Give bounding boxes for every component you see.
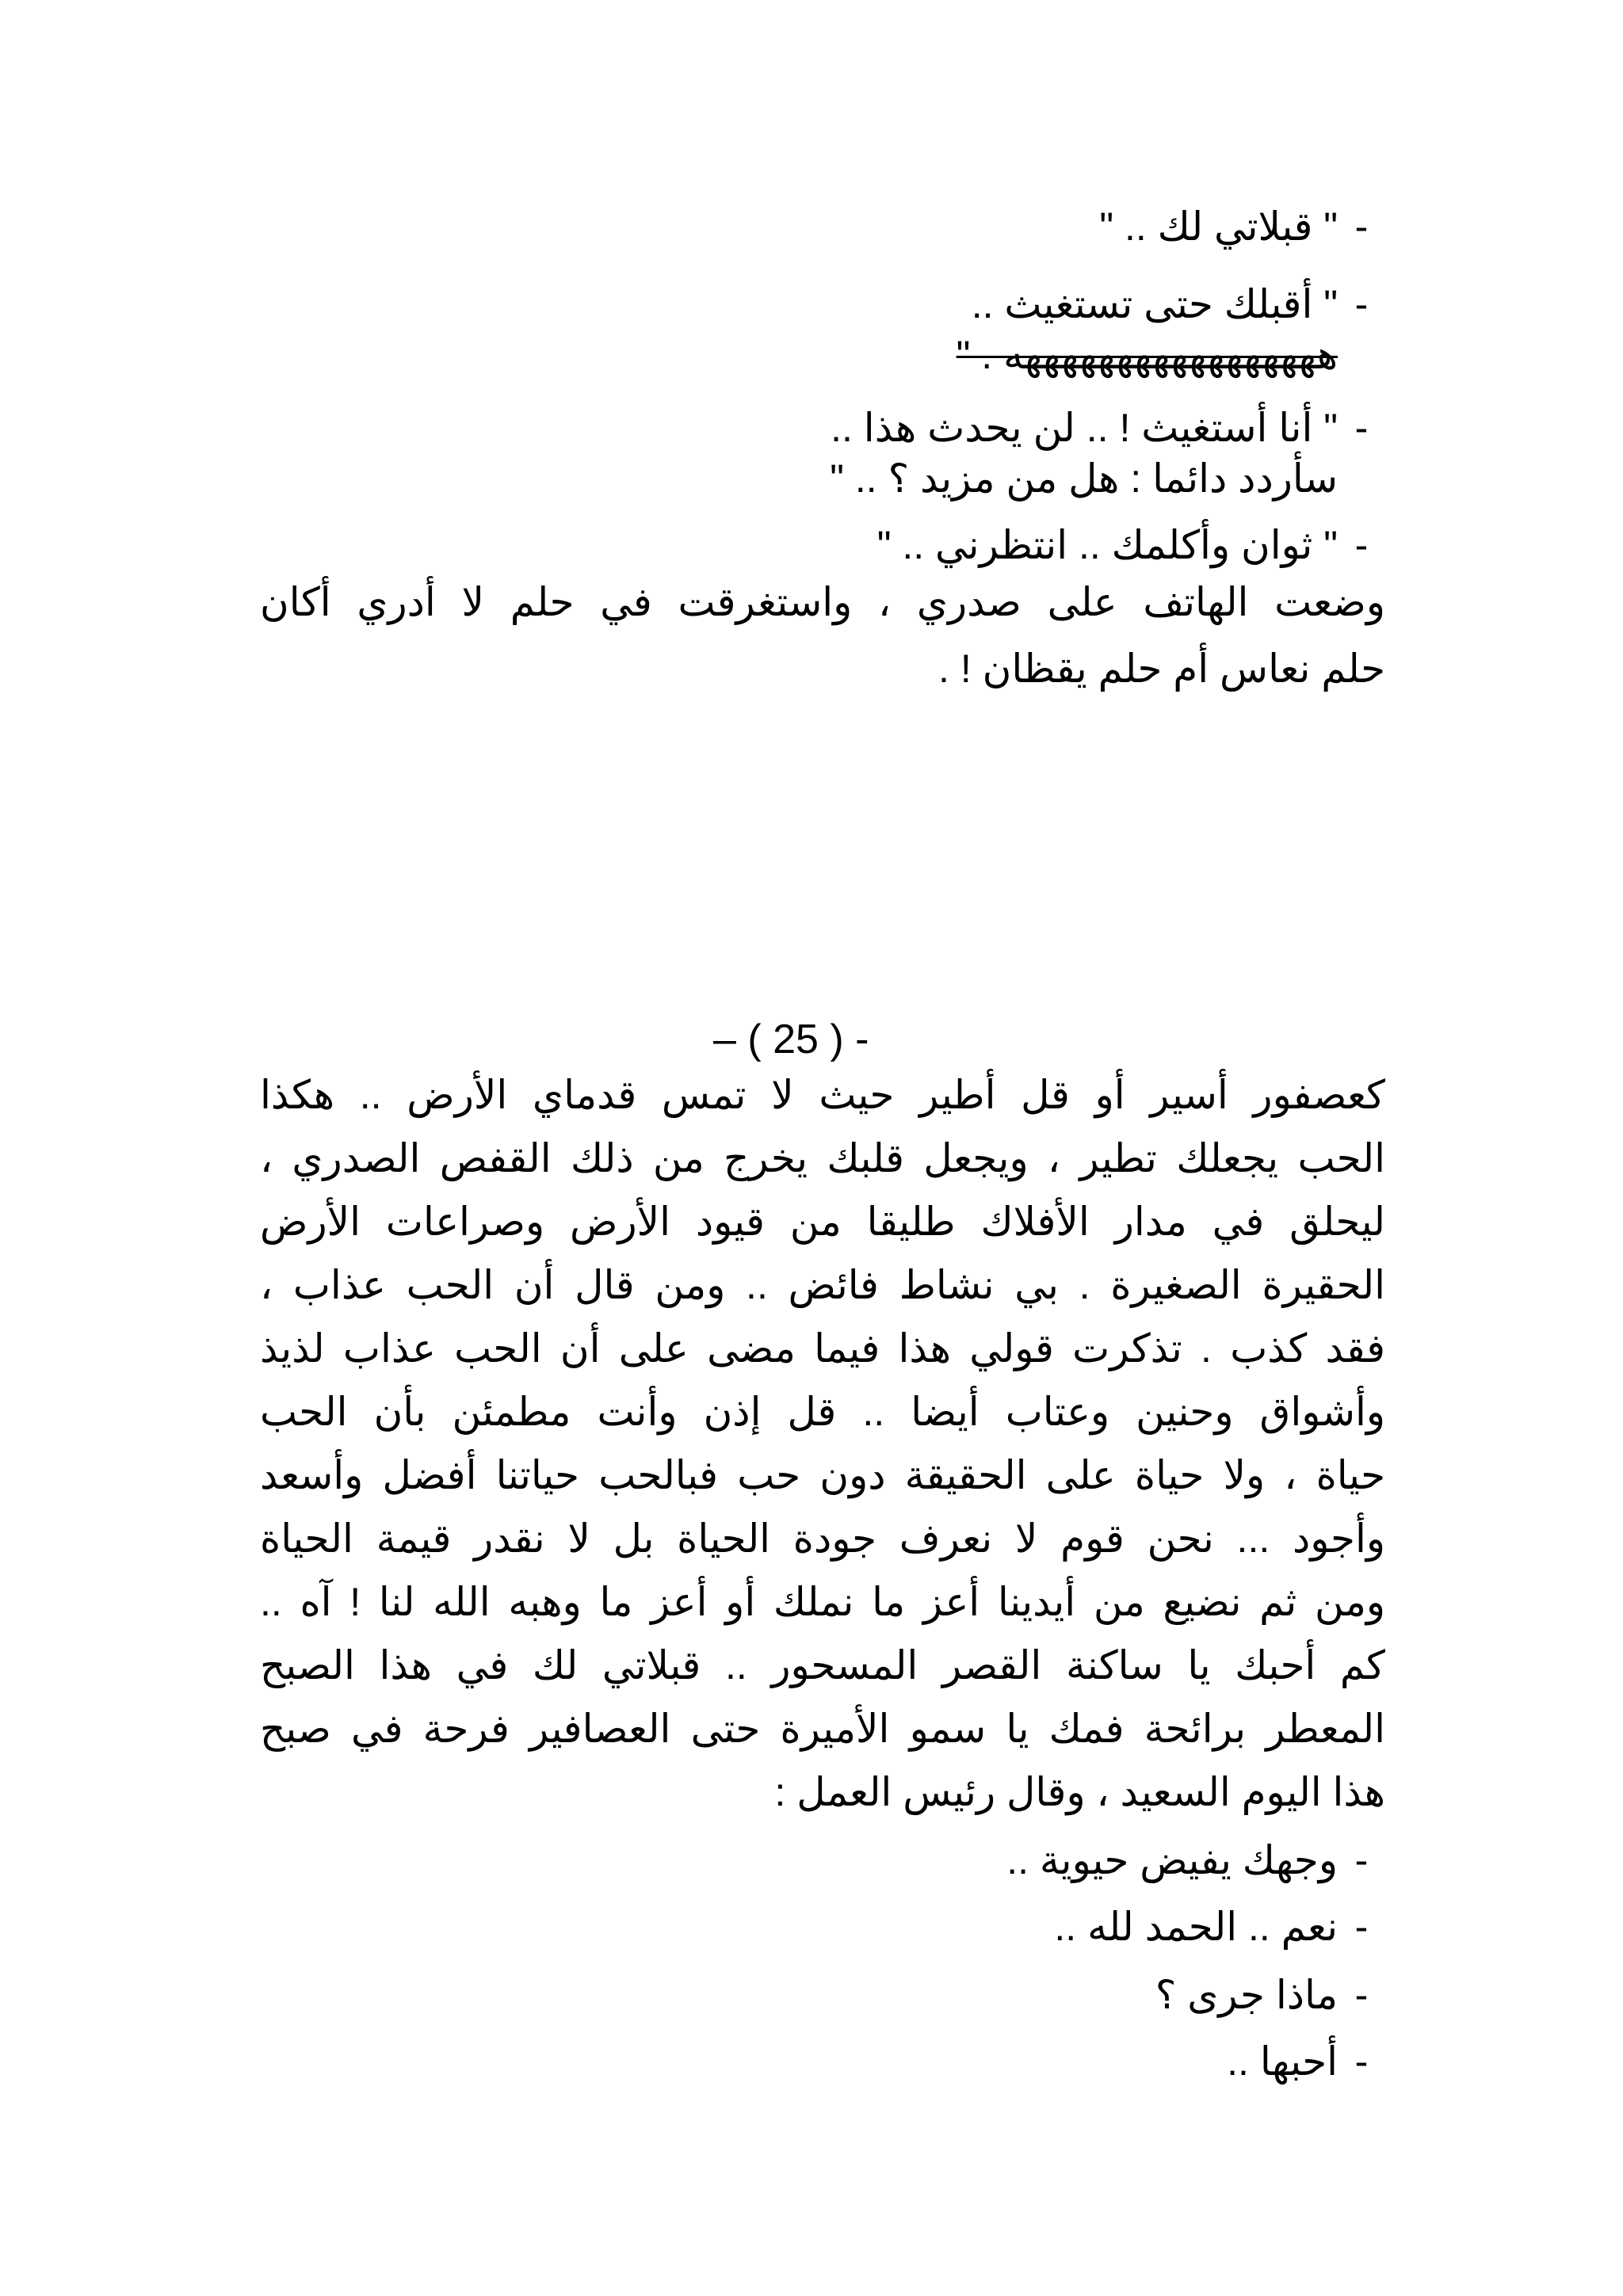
dialogue-text: " أقبلك حتى تستغيث .. [971,282,1338,326]
dialogue-dash: - [1354,523,1369,567]
paragraph-line: كعصفور أسير أو قل أطير حيث لا تمس قدماي الأرض .. هكذا [260,1073,1385,1117]
dialogue-text: وجهك يفيض حيوية .. [1006,1838,1338,1882]
dialogue-continuation [957,330,1338,380]
paragraph-line: الحقيرة الصغيرة . بي نشاط فائض .. ومن قال أن الحب عذاب ، [260,1263,1385,1307]
paragraph-line: هذا اليوم السعيد ، وقال رئيس العمل : [774,1770,1385,1814]
paragraph-line: كم أحبك يا ساكنة القصر المسحور .. قبلاتي لك في هذا الصبح [260,1643,1385,1688]
dialogue-continuation [830,453,1338,504]
paragraph-line: حياة ، ولا حياة على الحقيقة دون حب فبالحب حياتنا أفضل وأسعد [260,1453,1385,1497]
dialogue-text: نعم .. الحمد لله .. [1054,1905,1338,1949]
dialogue-text: ماذا جرى ؟ [1155,1973,1338,2017]
paragraph-line: وأشواق وحنين وعتاب أيضا .. قل إذن وأنت مطمئن بأن الحب [260,1390,1385,1434]
paragraph-line: الحب يجعلك تطير ، ويجعل قلبك يخرج من ذلك القفص الصدري ، [260,1136,1385,1180]
dialogue-text: سأردد دائما : هل من مزيد ؟ .. " [830,456,1338,501]
dialogue-text: " ثوان وأكلمك .. انتظرني .. " [876,523,1338,567]
dialogue-dash: - [1354,2039,1369,2084]
dialogue-dash: - [1354,1905,1369,1949]
dialogue-text: " أنا أستغيث ! .. لن يحدث هذا .. [831,406,1338,450]
paragraph-line: ليحلق في مدار الأفلاك طليقا من قيود الأرض وصراعات الأرض [260,1199,1385,1244]
dialogue-line [260,402,1385,453]
dialogue-dash: - [1354,1973,1369,2017]
dialogue-dash: - [1354,282,1369,326]
dialogue-text: أحبها .. [1227,2039,1338,2084]
dialogue-line [260,1901,1385,1952]
dialogue-text: " قبلاتي لك .. " [1099,204,1338,249]
paragraph-line: حلم نعاس أم حلم يقظان ! . [938,646,1385,691]
dialogue-line [260,520,1385,570]
paragraph-line: وضعت الهاتف على صدري ، واستغرقت في حلم لا أدري أكان [260,580,1385,624]
page-number: – ( 25 ) - [713,1016,869,1062]
paragraph-line: المعطر برائحة فمك يا سمو الأميرة حتى العصافير فرحة في صبح [260,1707,1385,1751]
dialogue-dash: - [1354,1838,1369,1882]
dialogue-dash: - [1354,204,1369,249]
dialogue-line [260,2036,1385,2087]
paragraph-line: وأجود ... نحن قوم لا نعرف جودة الحياة بل لا نقدر قيمة الحياة [260,1516,1385,1561]
dialogue-dash: - [1354,406,1369,450]
dialogue-line [260,279,1385,330]
dialogue-line [260,1835,1385,1886]
dialogue-line [260,201,1385,252]
dialogue-text: هههههههههههههههههه . " [956,333,1338,377]
paragraph-line: ومن ثم نضيع من أيدينا أعز ما نملك أو أعز ما وهبه الله لنا ! آه .. [260,1580,1385,1624]
dialogue-line [260,1970,1385,2020]
paragraph-line: فقد كذب . تذكرت قولي هذا فيما مضى على أن الحب عذاب لذيذ [260,1326,1385,1371]
